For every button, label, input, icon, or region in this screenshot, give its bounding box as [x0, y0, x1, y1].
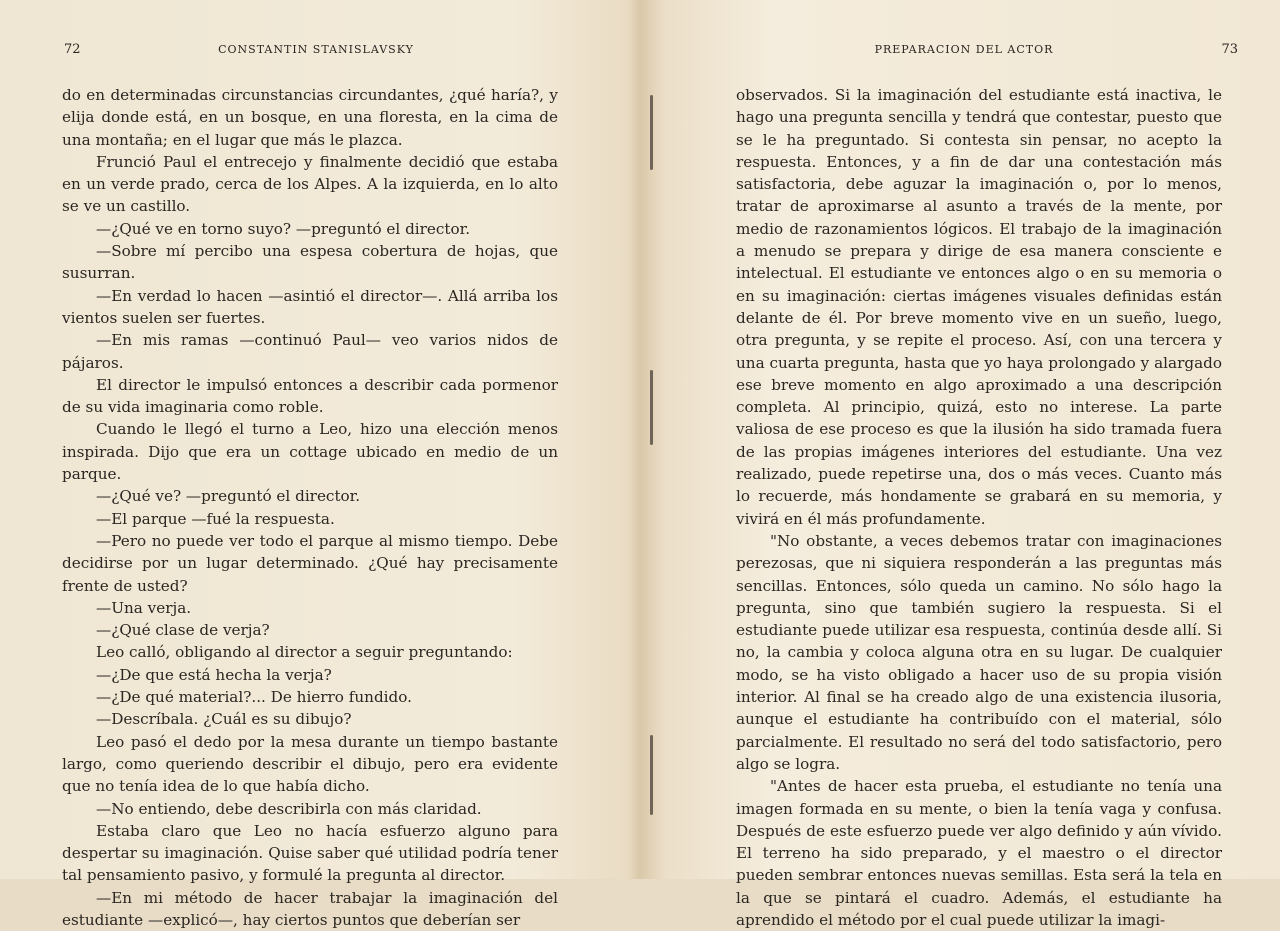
left-page [0, 0, 632, 929]
paragraph: —El parque —fué la respuesta. [96, 509, 335, 528]
page-number: 72 [64, 42, 81, 57]
right-page-header [648, 42, 1280, 60]
paragraph: —¿Qué ve en torno suyo? —preguntó el director. [96, 219, 471, 238]
paragraph: Estaba claro que Leo no hacía esfuerzo alguno para despertar su imaginación. Quise saber qué utilidad podría tener tal pensamiento pasivo, y formulé la pregunta al director. [62, 821, 558, 885]
page-number: 73 [1221, 42, 1238, 57]
paragraph: —En mi método de hacer trabajar la imaginación del estudiante —explicó—, hay ciertos puntos que deberían ser [62, 888, 558, 929]
paragraph: Frunció Paul el entrecejo y finalmente decidió que estaba en un verde prado, cerca de los Alpes. A la izquierda, en lo alto se ve un castillo. [62, 152, 558, 216]
paragraph: El director le impulsó entonces a describir cada pormenor de su vida imaginaria como roble. [62, 375, 558, 417]
paragraph: —No entiendo, debe describirla con más claridad. [96, 799, 482, 818]
running-head: CONSTANTIN STANISLAVSKY [218, 43, 414, 56]
paragraph: —¿De qué material?... De hierro fundido. [96, 688, 412, 707]
paragraph: "Antes de hacer esta prueba, el estudiante no tenía una imagen formada en su mente, o bien la tenía vaga y confusa. Después de este esfuerzo puede ver algo definido y aún vívido. El terreno ha sido preparado, y el maestro o el director pueden sembrar entonces nuevas semillas. Esta será la tela en la que se pintará el cuadro. Además, el estudiante ha aprendido el método por el cual puede utilizar la imagi- [736, 777, 1222, 929]
left-page-header [0, 42, 632, 60]
paragraph: —¿De que está hecha la verja? [96, 665, 332, 684]
paragraph: Cuando le llegó el turno a Leo, hizo una elección menos inspirada. Dijo que era un cottage ubicado en medio de un parque. [62, 420, 558, 484]
paragraph: —Pero no puede ver todo el parque al mismo tiempo. Debe decidirse por un lugar determinado. ¿Qué hay precisamente frente de usted? [62, 531, 558, 595]
right-page [648, 0, 1280, 929]
paragraph: "No obstante, a veces debemos tratar con imaginaciones perezosas, que ni siquiera responderán a las preguntas más sencillas. Entonces, sólo queda un camino. No sólo hago la pregunta, sino que también sugiero la respuesta. Si el estudiante puede utilizar esa respuesta, continúa desde allí. Si no, la cambia y coloca alguna otra en su lugar. De cualquier modo, se ha visto obligado a hacer uso de su propia visión interior. Al final se ha creado algo de una existencia ilusoria, aunque el estudiante ha contribuído con el material, sólo parcialmente. El resultado no será del todo satisfactorio, pero algo se logra. [736, 531, 1222, 773]
left-page-body [62, 84, 558, 931]
paragraph: —¿Qué ve? —preguntó el director. [96, 487, 361, 506]
paragraph: —Sobre mí percibo una espesa cobertura de hojas, que susurran. [62, 242, 558, 283]
paragraph: do en determinadas circunstancias circundantes, ¿qué haría?, y elija donde está, en un bosque, en una floresta, en la cima de una montaña; en el lugar que más le plazca. [62, 86, 558, 149]
paragraph: —Una verja. [96, 598, 192, 617]
right-page-body [736, 84, 1222, 931]
paragraph: Leo calló, obligando al director a seguir preguntando: [96, 643, 513, 662]
paragraph: Leo pasó el dedo por la mesa durante un tiempo bastante largo, como queriendo describir el dibujo, pero era evidente que no tenía idea de lo que había dicho. [62, 732, 558, 796]
paragraph: —En verdad lo hacen —asintió el director—. Allá arriba los vientos suelen ser fuertes. [62, 286, 558, 327]
running-head: PREPARACION DEL ACTOR [874, 43, 1054, 56]
paragraph: —En mis ramas —continuó Paul— veo varios nidos de pájaros. [62, 331, 558, 372]
paragraph: —¿Qué clase de verja? [96, 621, 270, 640]
paragraph: observados. Si la imaginación del estudiante está inactiva, le hago una pregunta sencilla y tendrá que contestar, puesto que se le ha preguntado. Si contesta sin pensar, no acepto la respuesta. Entonces, y a fin de dar una contestación más satisfactoria, debe aguzar la imaginación o, por lo menos, tratar de aproximarse al asunto a través de la mente, por medio de razonamientos lógicos. El trabajo de la imaginación a menudo se prepara y dirige de esa manera consciente e intelectual. El estudiante ve entonces algo o en su memoria o en su imaginación: ciertas imágenes visuales definidas están delante de él. Por breve momento vive en un sueño, luego, otra pregunta, y se repite el proceso. Así, con una tercera y una cuarta pregunta, hasta que yo haya prolongado y alargado ese breve momento en algo aproximado a una descripción completa. Al principio, quizá, esto no interese. La parte valiosa de ese proceso es que la ilusión ha sido tramada fuera de las propias imágenes interiores del estudiante. Una vez realizado, puede repetirse una, dos o más veces. Cuanto más lo recuerde, más hondamente se grabará en su memoria, y vivirá en él más profundamente. [736, 86, 1222, 528]
paragraph: —Descríbala. ¿Cuál es su dibujo? [96, 710, 352, 729]
